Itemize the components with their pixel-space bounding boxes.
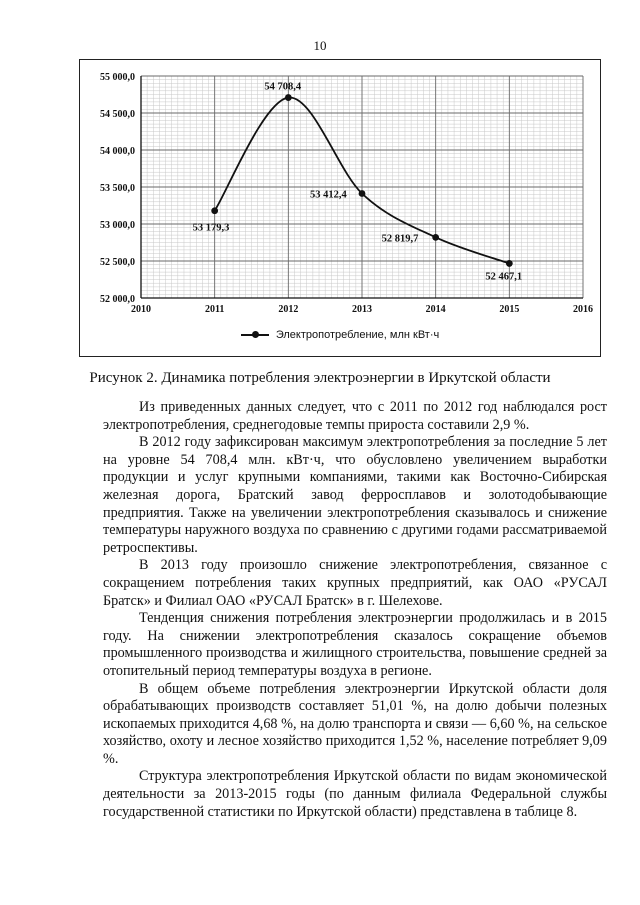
paragraph: В общем объеме потребления электроэнергии Иркутской области доля обрабатывающих производств составляет 51,01 %, на долю добычи полезных ископаемых приходится 4,68 %, на долю транспорта и связи — 6,60 %, на сельское хозяйство, охоту и лесное хозяйство приходится 1,52 %, население потребляет 9,09 %. bbox=[103, 680, 607, 767]
paragraph: В 2012 году зафиксирован максимум электропотребления за последние 5 лет на уровне 54 708,4 млн. кВт·ч, что обусловлено увеличением выработки продукции и услуг крупными компаниями, такими как Восточно-Сибирская железная дорога, Братский завод ферросплавов и золотодобывающие предприятия. Также на увеличении электропотребления сказывалось и снижение температуры наружного воздуха по сравнению с другими годами рассматриваемой ретроспективы. bbox=[103, 434, 607, 556]
x-tick-label: 2011 bbox=[204, 304, 225, 315]
y-tick-label: 52 500,0 bbox=[100, 257, 135, 268]
x-tick-label: 2012 bbox=[278, 304, 299, 315]
x-tick-label: 2014 bbox=[425, 304, 446, 315]
figure-caption: Рисунок 2. Динамика потребления электроэнергии в Иркутской области bbox=[89, 370, 551, 386]
chart-legend bbox=[79, 329, 601, 341]
body-text bbox=[103, 399, 607, 821]
paragraph: Из приведенных данных следует, что с 2011 по 2012 год наблюдался рост электропотребления, среднегодовые темпы прироста составили 2,9 %. bbox=[103, 399, 607, 433]
x-tick-label: 2010 bbox=[131, 304, 151, 315]
chart-frame bbox=[79, 59, 601, 357]
page-number: 10 bbox=[313, 38, 327, 53]
data-label: 54 708,4 bbox=[264, 81, 302, 93]
data-label: 52 467,1 bbox=[485, 271, 523, 283]
y-tick-label: 53 000,0 bbox=[100, 220, 135, 231]
x-tick-label: 2013 bbox=[352, 304, 372, 315]
x-tick-label: 2016 bbox=[573, 304, 593, 315]
y-tick-label: 53 500,0 bbox=[100, 183, 135, 194]
data-point bbox=[506, 260, 513, 267]
data-point bbox=[359, 190, 366, 197]
y-tick-label: 55 000,0 bbox=[100, 72, 135, 83]
paragraph: Структура электропотребления Иркутской области по видам экономической деятельности за 2013-2015 годы (по данным филиала Федеральной службы государственной статистики по Иркутской области) представлена в таблице 8. bbox=[103, 768, 607, 820]
y-tick-label: 54 000,0 bbox=[100, 146, 135, 157]
data-point bbox=[285, 94, 292, 101]
y-tick-label: 52 000,0 bbox=[100, 294, 135, 305]
x-tick-label: 2015 bbox=[499, 304, 520, 315]
data-label: 52 819,7 bbox=[381, 233, 419, 245]
paragraph: В 2013 году произошло снижение электропотребления, связанное с сокращением потребления таких крупных предприятий, как ОАО «РУСАЛ Братск» и Филиал ОАО «РУСАЛ Братск» в г. Шелехове. bbox=[103, 557, 607, 609]
legend-label: Электропотребление, млн кВт·ч bbox=[275, 329, 440, 341]
paragraph: Тенденция снижения потребления электроэнергии продолжилась и в 2015 году. На снижении электропотребления сказалось сокращение объемов промышленного производства и жилищного строительства, повышение средней за отопительный период температуры воздуха в регионе. bbox=[103, 610, 607, 679]
line-chart bbox=[80, 60, 600, 356]
data-point bbox=[211, 207, 218, 214]
y-tick-label: 54 500,0 bbox=[100, 109, 135, 120]
data-label: 53 412,4 bbox=[310, 189, 347, 201]
data-label: 53 179,3 bbox=[192, 222, 230, 234]
legend-line-marker-icon bbox=[241, 334, 269, 336]
data-point bbox=[432, 234, 439, 241]
